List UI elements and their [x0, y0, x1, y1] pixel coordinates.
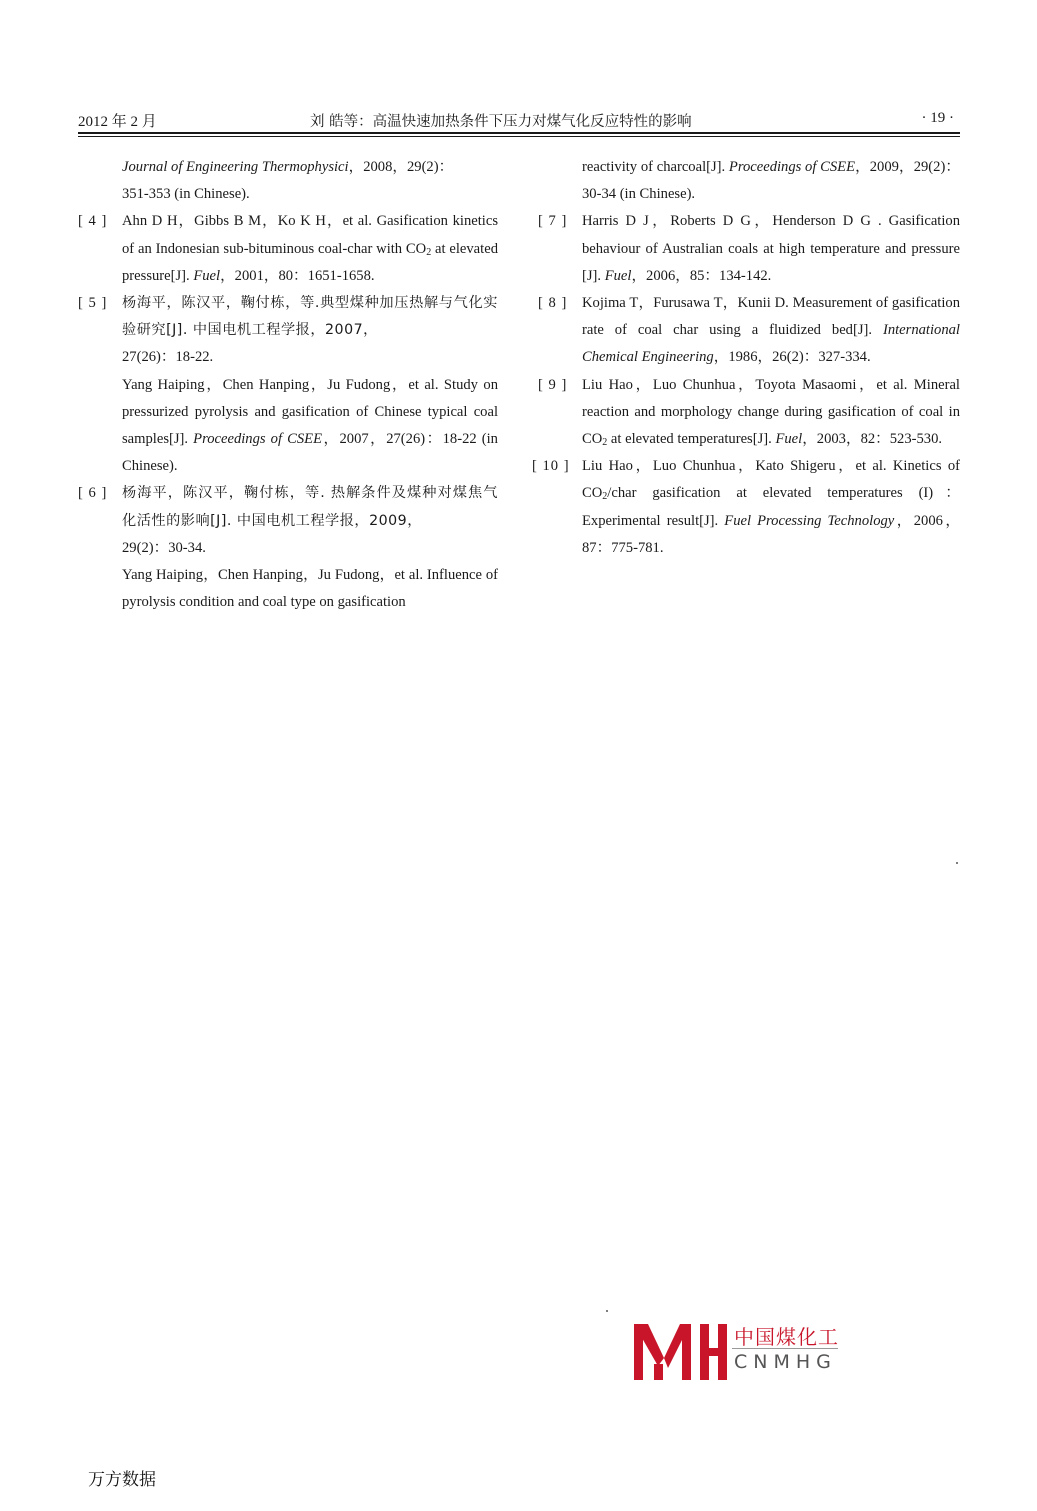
logo-english-text: CNMHG — [734, 1351, 837, 1373]
ref-journal: International Chemical Engineering — [582, 322, 960, 366]
ref-number: [ 5 ] — [78, 295, 108, 312]
ref-number: [ 4 ] — [78, 213, 108, 230]
reference-5: [ 5 ] 杨海平，陈汉平，鞠付栋，等.典型煤种加压热解与气化实验研究[J]. 中国电机工程学报，2007， 27(26)：18-22. Yang Haiping，Chen Hanping，Ju Fudong，et al. Study on pressurized pyrolysis and gasification of Chinese typical coal samples[J]. Proceedings of CSEE，2007，27(26)：18-22 (in Chinese). — [78, 290, 498, 480]
references-right-column — [532, 154, 960, 562]
mh-logo-mark-icon — [632, 1318, 728, 1382]
ref-journal: Proceedings of CSEE — [728, 159, 855, 175]
ref-number: [ 8 ] — [538, 295, 568, 312]
ref-number: [ 7 ] — [538, 213, 568, 230]
reference-continued: reactivity of charcoal[J]. Proceedings of CSEE，2009，29(2)：30-34 (in Chinese). — [582, 159, 960, 203]
references-left-column — [78, 154, 498, 616]
ref-number: [ 9 ] — [538, 376, 568, 393]
ref-journal: Journal of Engineering Thermophysici — [122, 159, 349, 175]
ref-journal: Fuel Processing Technology — [724, 512, 895, 529]
ref-journal: Proceedings of CSEE — [193, 431, 322, 448]
reference-4: [ 4 ] Ahn D H，Gibbs B M，Ko K H，et al. Gasification kinetics of an Indonesian sub-bituminous coal-char with $CO_2$ at elevated pressure[J]. Fuel，2001，80：1651-1658. — [78, 208, 498, 290]
scan-speck — [606, 1310, 608, 1312]
header-rule-thick — [78, 132, 960, 134]
wanfang-footer: 万方数据 — [88, 1470, 156, 1490]
ref-journal: Fuel — [775, 431, 803, 448]
reference-7: [ 7 ] Harris D J，Roberts D G，Henderson D G . Gasification behaviour of Australian coals at high temperature and pressure [J]. Fuel，2006，85：134-142. — [538, 208, 960, 290]
reference-8: [ 8 ] Kojima T，Furusawa T，Kunii D. Measurement of gasification rate of coal char using a fluidized bed[J]. International Chemical Engineering，1986，26(2)：327-334. — [538, 290, 960, 372]
header-title: 刘 皓等：高温快速加热条件下压力对煤气化反应特性的影响 — [310, 114, 692, 130]
reference-continued: Journal of Engineering Thermophysici，2008，29(2)： 351-353 (in Chinese). — [122, 159, 454, 203]
header-date: 2012 年 2 月 — [78, 114, 157, 130]
reference-10: [ 10 ] Liu Hao，Luo Chunhua，Kato Shigeru，et al. Kinetics of $CO_2$/char gasification at elevated temperatures (I)：Experimental result[J]. Fuel Processing Technology，2006，87：775-781. — [538, 453, 960, 562]
ref-journal: Fuel — [193, 267, 221, 284]
header-rule-thin — [78, 136, 960, 137]
ref-chinese-text: 杨海平，陈汉平，鞠付栋，等. 热解条件及煤种对煤焦气化活性的影响[J]. 中国电机工程学报，2009， — [122, 485, 498, 529]
scan-speck — [956, 862, 958, 864]
ref-number: [ 6 ] — [78, 485, 108, 502]
ref-number: [ 10 ] — [532, 458, 570, 475]
cnmhg-watermark-logo — [632, 1318, 862, 1382]
logo-chinese-text: 中国煤化工 — [734, 1325, 839, 1349]
ref-journal: Fuel — [604, 267, 632, 284]
reference-9: [ 9 ] Liu Hao，Luo Chunhua，Toyota Masaomi，et al. Mineral reaction and morphology change during gasification of coal in $CO_2$ at elevated temperatures[J]. Fuel，2003，82：523-530. — [538, 372, 960, 454]
reference-6: [ 6 ] 杨海平，陈汉平，鞠付栋，等. 热解条件及煤种对煤焦气化活性的影响[J]. 中国电机工程学报，2009， 29(2)：30-34. Yang Haiping，Chen Hanping，Ju Fudong，et al. Influence of pyrolysis condition and coal type on gasification — [78, 480, 498, 616]
running-header — [78, 108, 960, 132]
ref-chinese-text: 杨海平，陈汉平，鞠付栋，等.典型煤种加压热解与气化实验研究[J]. 中国电机工程学报，2007， — [122, 295, 498, 339]
header-page-number: · 19 · — [921, 110, 954, 126]
